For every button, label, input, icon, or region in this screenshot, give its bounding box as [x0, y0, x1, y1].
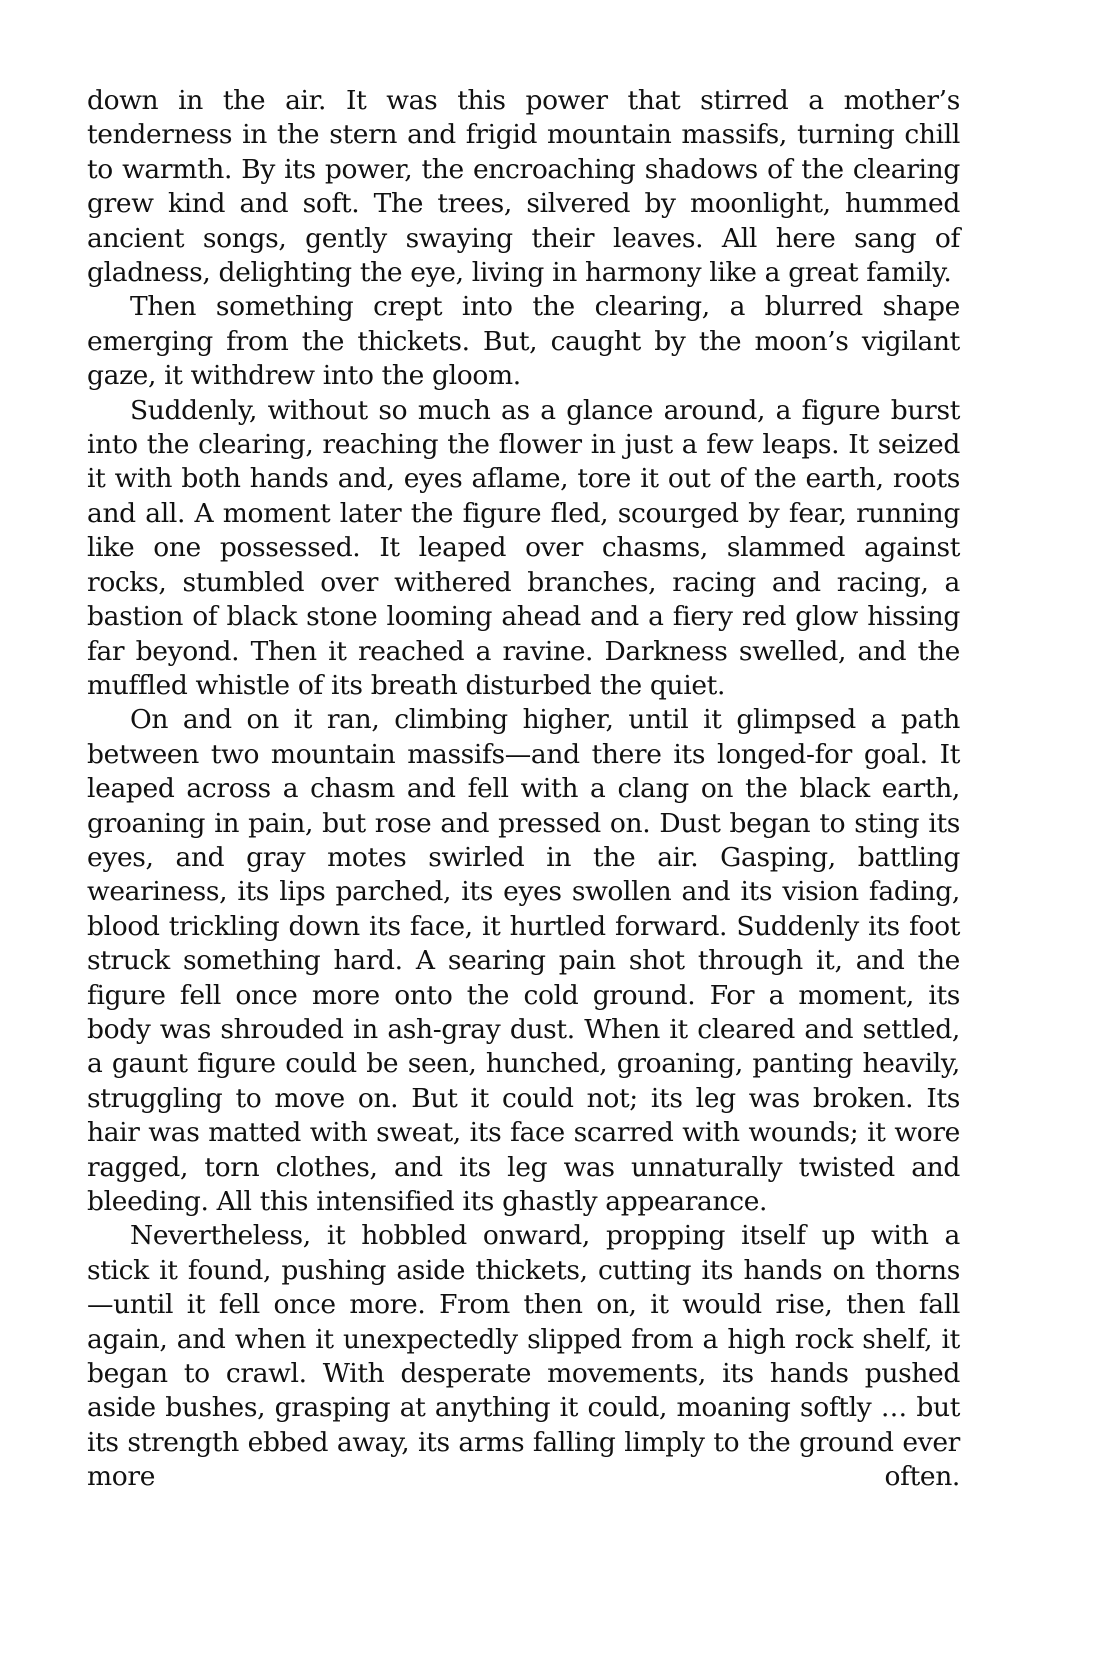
paragraph: On and on it ran, climbing higher, until it glimpsed a path between two mountain massifs—and there its longed-for goal. It leaped across a chasm and fell with a clang on the black earth, groaning in pain, but rose and pressed on. Dust began to sting its eyes, and gray motes swirled in the air. Gasping, battling weariness, its lips parched, its eyes swollen and its vision fading, blood trickling down its face, it hurtled forward. Suddenly its foot struck something hard. A searing pain shot through it, and the figure fell once more onto the cold ground. For a moment, its body was shrouded in ash-gray dust. When it cleared and settled, a gaunt figure could be seen, hunched, groaning, panting heavily, struggling to move on. But it could not; its leg was broken. Its hair was matted with sweat, its face scarred with wounds; it wore ragged, torn clothes, and its leg was unnaturally twisted and bleeding. All this intensified its ghastly appearance.	[87, 704, 960, 1217]
book-page	[87, 84, 960, 1495]
paragraph-continuation: down in the air. It was this power that stirred a mother’s tenderness in the stern and frigid mountain massifs, turning chill to warmth. By its power, the encroaching shadows of the clearing grew kind and soft. The trees, silvered by moonlight, hummed ancient songs, gently swaying their leaves. All here sang of gladness, delighting the eye, living in harmony like a great family.	[87, 85, 960, 289]
paragraph: Then something crept into the clearing, a blurred shape emerging from the thickets. But, caught by the moon’s vigilant gaze, it withdrew into the gloom.	[87, 291, 960, 392]
paragraph: Suddenly, without so much as a glance around, a figure burst into the clearing, reaching the flower in just a few leaps. It seized it with both hands and, eyes aflame, tore it out of the earth, roots and all. A moment later the figure fled, scourged by fear, running like one possessed. It leaped over chasms, slammed against rocks, stumbled over withered branches, racing and racing, a bastion of black stone looming ahead and a fiery red glow hissing far beyond. Then it reached a ravine. Darkness swelled, and the muffled whistle of its breath disturbed the quiet.	[87, 394, 960, 701]
paragraph: Nevertheless, it hobbled onward, propping itself up with a stick it found, pushing aside thickets, cutting its hands on thorns—until it fell once more. From then on, it would rise, then fall again, and when it unexpectedly slipped from a high rock shelf, it began to crawl. With desperate movements, its hands pushed aside bushes, grasping at anything it could, moaning softly … but its strength ebbed away, its arms falling limply to the ground ever more often.	[87, 1220, 960, 1493]
